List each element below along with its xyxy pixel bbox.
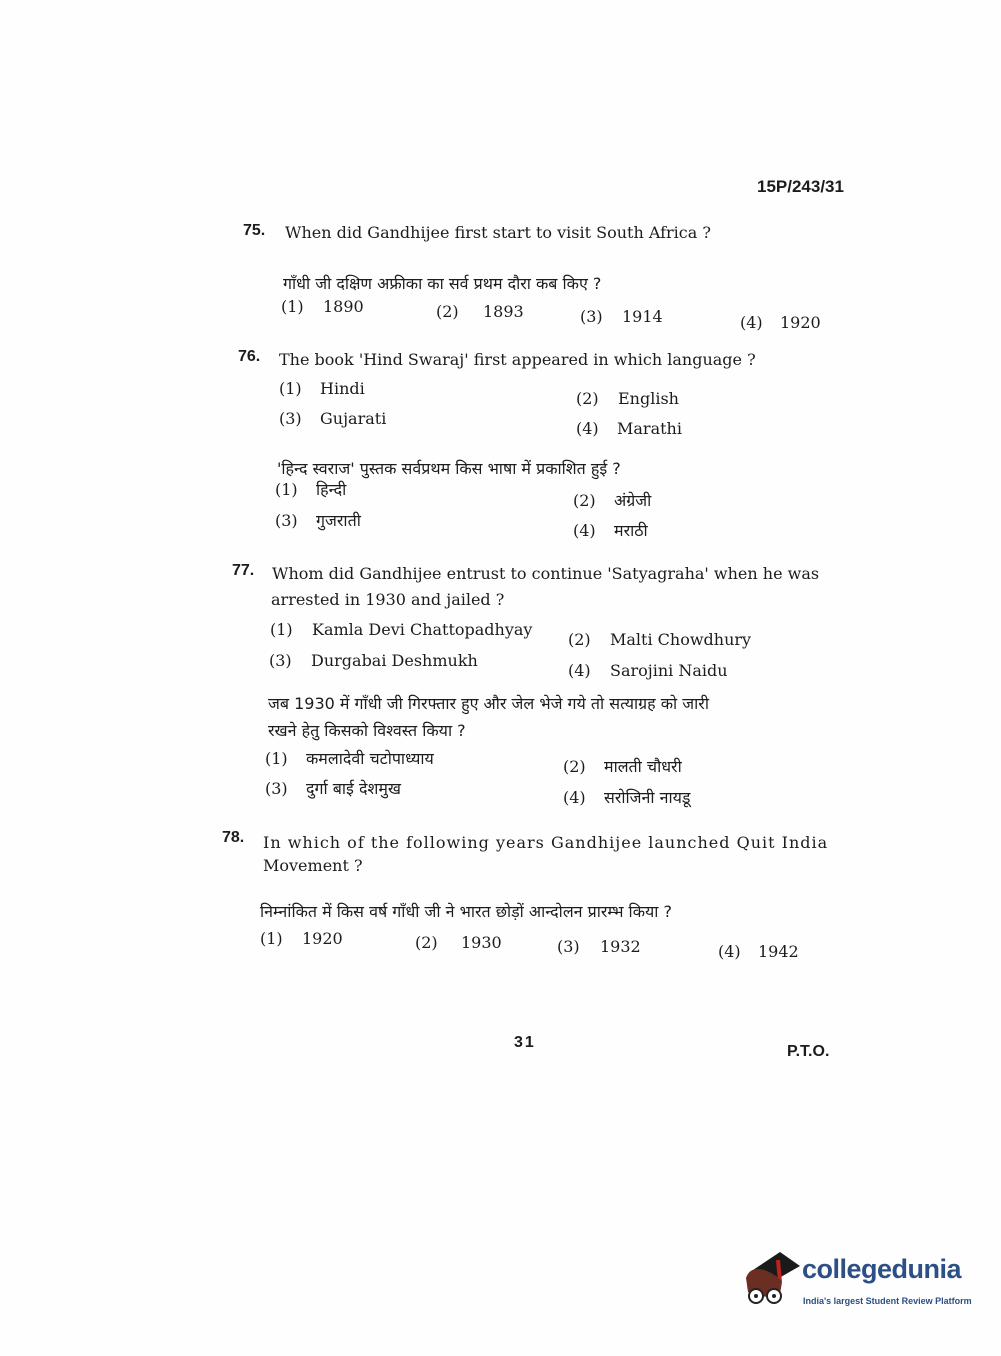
pto-label: P.T.O. — [787, 1043, 830, 1060]
option-number: (1) — [260, 929, 283, 948]
question-text-en: In which of the following years Gandhijee launched Quit India — [263, 833, 829, 852]
option-value: मराठी — [614, 521, 648, 540]
question-number: 77. — [232, 562, 255, 579]
question-number: 76. — [238, 348, 261, 365]
option-value: गुजराती — [316, 511, 361, 530]
option-number: (3) — [279, 409, 302, 428]
option-value: 1932 — [600, 937, 641, 956]
collegedunia-logo — [742, 1248, 972, 1314]
option-value: हिन्दी — [316, 480, 347, 499]
option-number: (2) — [436, 302, 459, 321]
question-text-en: When did Gandhijee first start to visit South Africa ? — [285, 223, 711, 242]
option-number: (4) — [576, 419, 599, 438]
option-number: (2) — [573, 491, 596, 510]
option-number: (3) — [275, 511, 298, 530]
option-value: Gujarati — [320, 409, 387, 428]
option-number: (2) — [415, 933, 438, 952]
option-value: Marathi — [617, 419, 682, 438]
option-number: (3) — [269, 651, 292, 670]
option-number: (1) — [275, 480, 298, 499]
option-value: Malti Chowdhury — [610, 630, 752, 649]
brand-tagline: India's largest Student Review Platform — [803, 1296, 972, 1306]
question-text-en: Whom did Gandhijee entrust to continue 'Satyagraha' when he was — [272, 564, 820, 583]
question-text-hi: गाँधी जी दक्षिण अफ्रीका का सर्व प्रथम दौरा कब किए ? — [283, 274, 602, 293]
question-text-hi: 'हिन्द स्वराज' पुस्तक सर्वप्रथम किस भाषा में प्रकाशित हुई ? — [277, 459, 621, 478]
question-number: 78. — [222, 829, 245, 846]
option-value: 1942 — [758, 942, 799, 961]
option-value: 1893 — [483, 302, 524, 321]
page-number: 31 — [514, 1034, 536, 1051]
option-value: 1930 — [461, 933, 502, 952]
question-text-hi: निम्नांकित में किस वर्ष गाँधी जी ने भारत छोड़ों आन्दोलन प्रारम्भ किया ? — [260, 902, 672, 921]
option-number: (2) — [568, 630, 591, 649]
option-value: मालती चौधरी — [604, 757, 682, 776]
option-value: Durgabai Deshmukh — [311, 651, 478, 670]
option-value: English — [618, 389, 679, 408]
question-text-en: arrested in 1930 and jailed ? — [271, 590, 505, 609]
option-value: Sarojini Naidu — [610, 661, 728, 680]
option-number: (1) — [270, 620, 293, 639]
option-number: (1) — [279, 379, 302, 398]
option-number: (2) — [576, 389, 599, 408]
option-number: (3) — [580, 307, 603, 326]
option-value: Kamla Devi Chattopadhyay — [312, 620, 533, 639]
question-text-hi: जब 1930 में गाँधी जी गिरफ्तार हुए और जेल भेजे गये तो सत्याग्रह को जारी — [268, 694, 709, 713]
option-value: अंग्रेजी — [614, 491, 652, 510]
option-value: दुर्गा बाई देशमुख — [306, 779, 401, 798]
option-value: 1920 — [780, 313, 821, 332]
option-number: (1) — [281, 297, 304, 316]
option-value: 1914 — [622, 307, 663, 326]
option-value: Hindi — [320, 379, 365, 398]
brand-name: collegedunia — [802, 1254, 962, 1284]
question-number: 75. — [243, 222, 266, 239]
option-number: (4) — [718, 942, 741, 961]
option-number: (3) — [265, 779, 288, 798]
paper-code: 15P/243/31 — [757, 177, 844, 196]
option-number: (3) — [557, 937, 580, 956]
option-value: 1890 — [323, 297, 364, 316]
option-value: 1920 — [302, 929, 343, 948]
option-number: (4) — [563, 788, 586, 807]
option-number: (4) — [568, 661, 591, 680]
option-value: कमलादेवी चटोपाध्याय — [306, 749, 434, 768]
option-number: (2) — [563, 757, 586, 776]
option-number: (4) — [740, 313, 763, 332]
option-number: (4) — [573, 521, 596, 540]
option-value: सरोजिनी नायडू — [604, 788, 691, 807]
mascot-icon — [742, 1248, 802, 1314]
question-text-en: The book 'Hind Swaraj' first appeared in which language ? — [279, 350, 756, 369]
option-number: (1) — [265, 749, 288, 768]
question-text-en: Movement ? — [263, 856, 363, 875]
question-text-hi: रखने हेतु किसको विश्वस्त किया ? — [268, 721, 466, 740]
